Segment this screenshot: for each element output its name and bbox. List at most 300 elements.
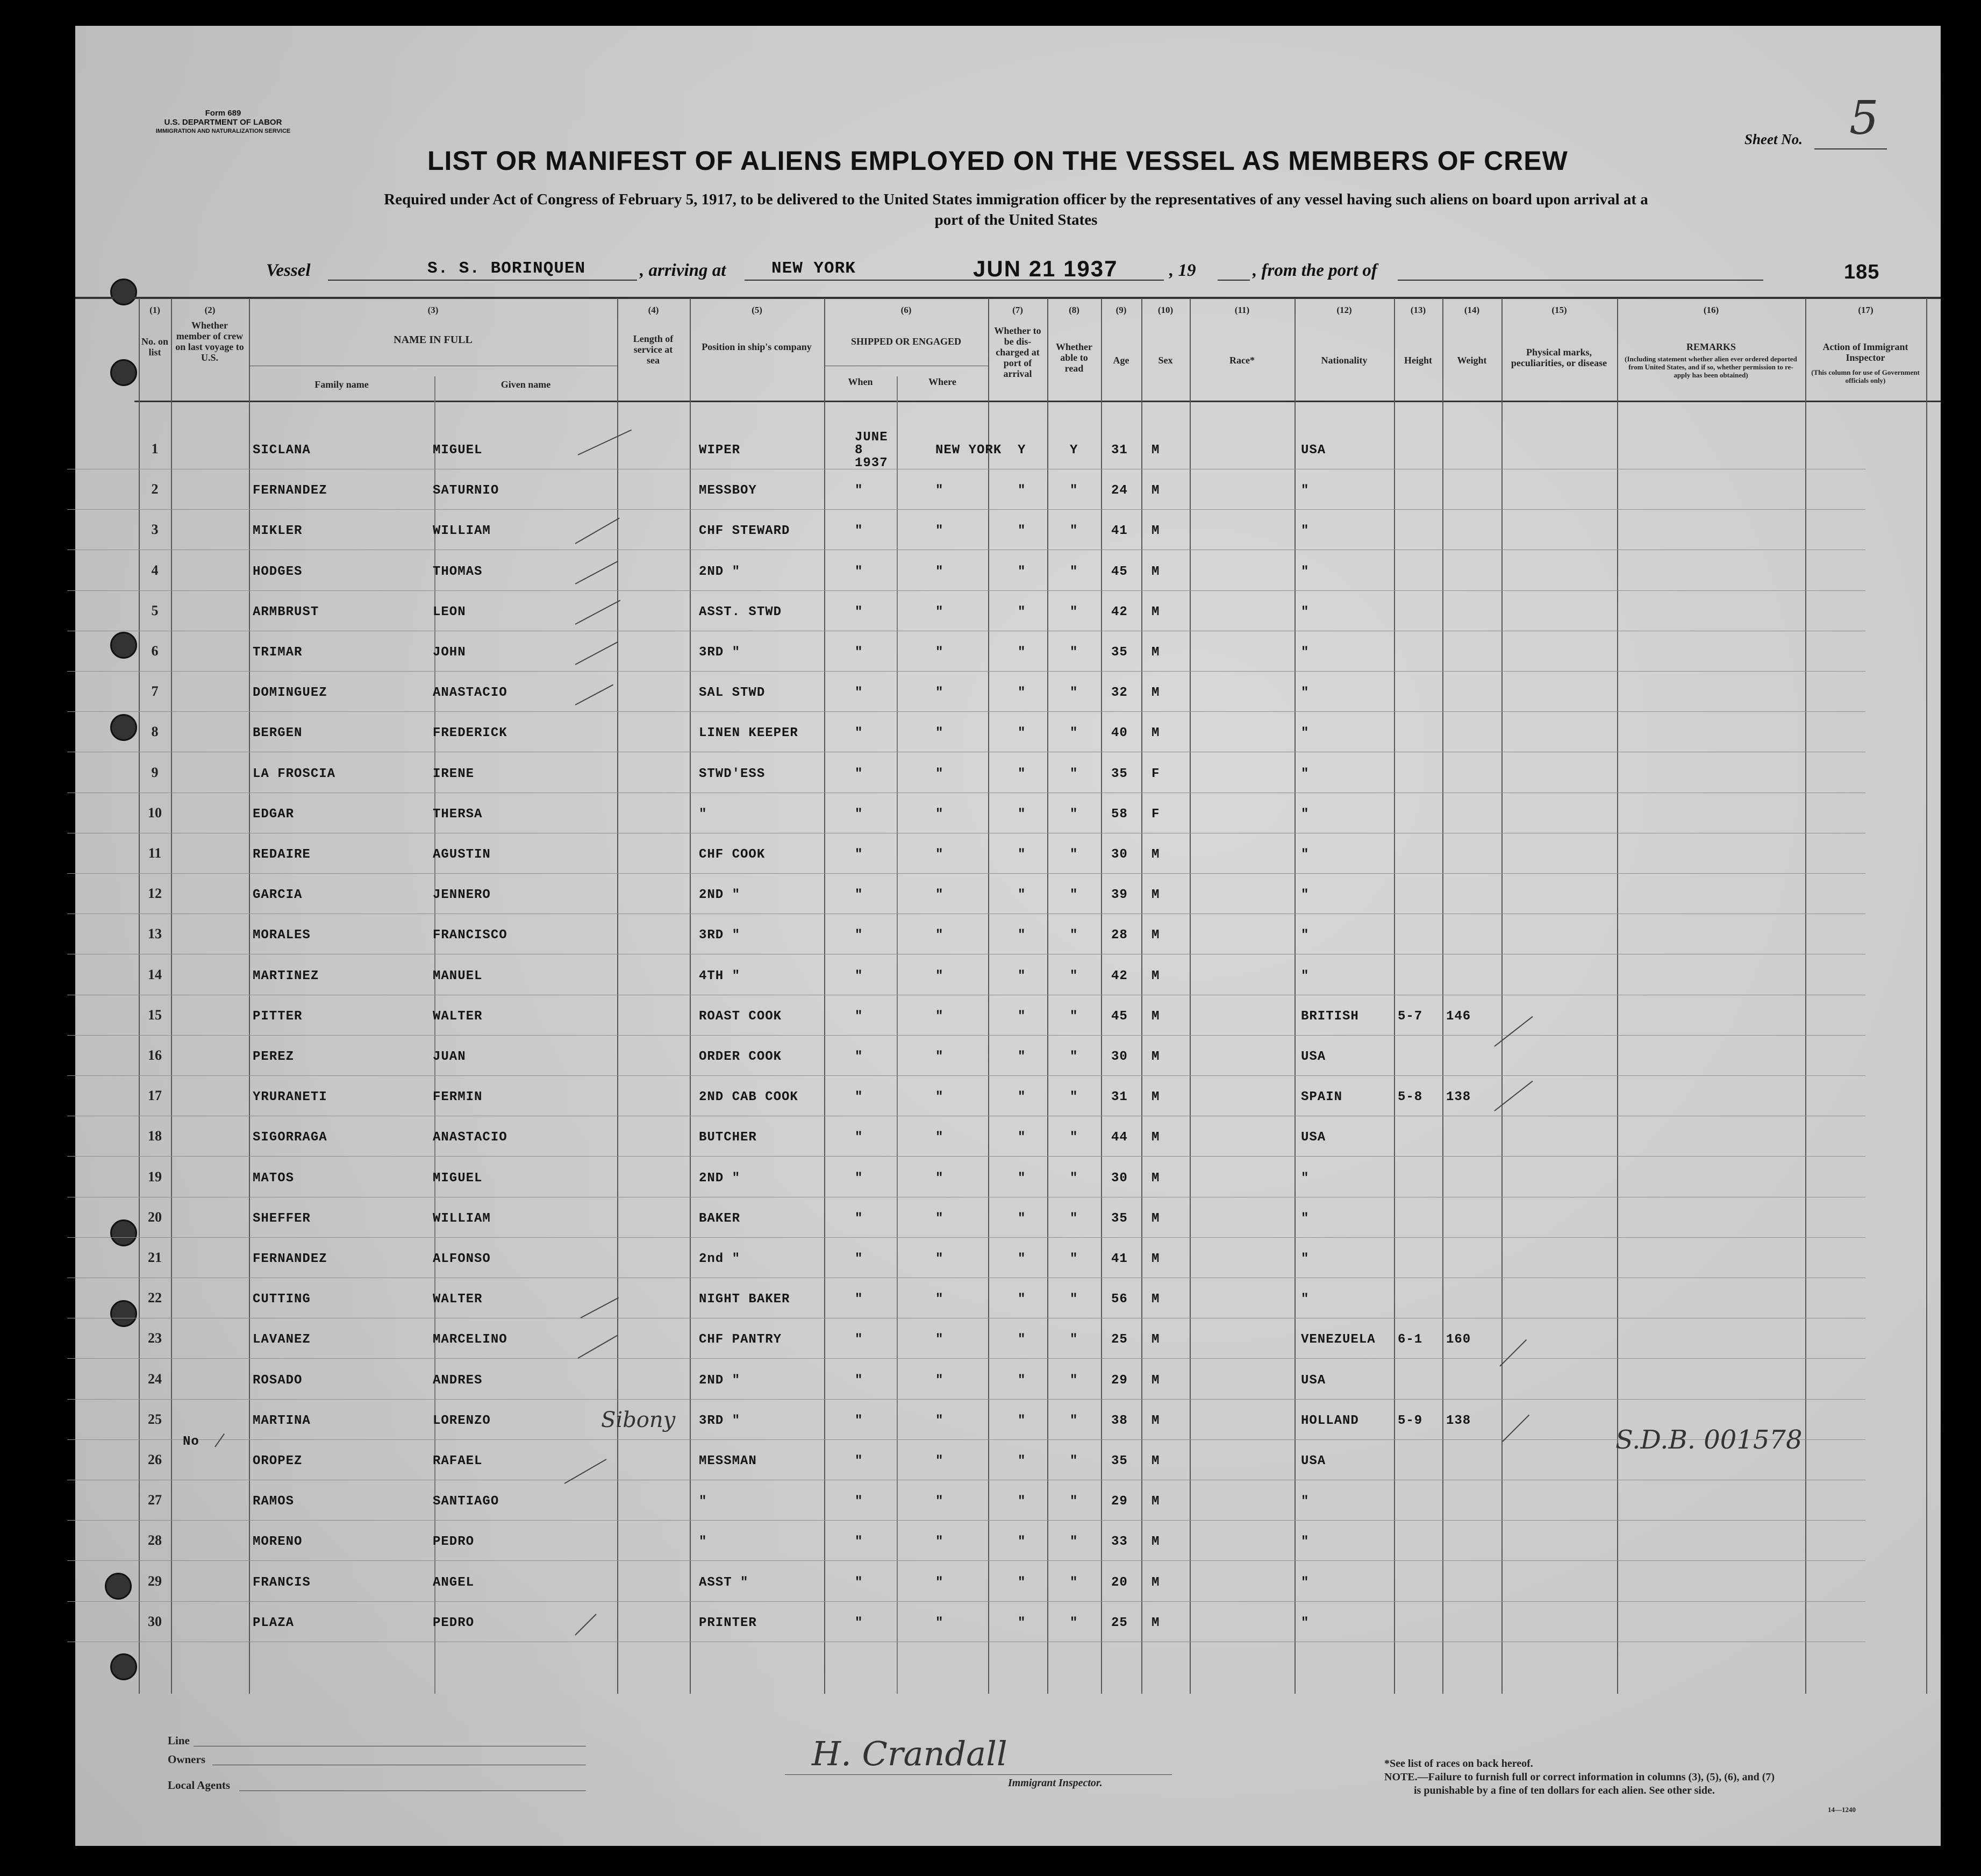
col-line [1442,298,1443,1694]
cell-given-name: ANGEL [433,1575,475,1590]
row-rule [67,671,1865,672]
cell-shipped-where: " [935,766,944,781]
cell-shipped-when: " [855,1373,863,1388]
cell-age: 35 [1111,766,1128,781]
subhead-action-note: (This column for use of Government officials only) [1811,368,1920,384]
cell-family-name: SIGORRAGA [253,1130,327,1145]
cell-sex: M [1152,1292,1160,1307]
cell-age: 30 [1111,1171,1128,1186]
cell-nationality: BRITISH [1301,1009,1359,1024]
col-head-2: Whether member of crew on last voyage to U.S. [175,320,244,363]
cell-shipped-when: " [855,604,863,619]
page-subtitle [161,189,1871,230]
cell-age: 45 [1111,564,1128,579]
punch-hole-3 [110,632,137,659]
cell-position: STWD'ESS [699,766,766,781]
cell-able-to-read: " [1070,1494,1078,1509]
cell-nationality: " [1301,483,1310,498]
col-line [690,298,691,1694]
row-rule [67,1035,1865,1036]
cell-able-to-read: " [1070,1575,1078,1590]
cell-height: 6-1 [1398,1332,1423,1347]
cell-position: " [699,1494,707,1509]
cell-position: MESSMAN [699,1454,757,1468]
col-num-6: (6) [900,305,912,315]
cell-shipped-when: " [855,968,863,983]
cell-shipped-where: " [935,1535,944,1550]
col-head-13: Height [1404,355,1432,366]
penalty-note-2: is punishable by a fine of ten dollars for each alien. See other side. [1414,1785,1715,1796]
col-num-5: (5) [752,305,762,315]
page-number: 185 [1844,261,1880,283]
cell-given-name: MARCELINO [433,1332,507,1347]
cell-sex: M [1152,1373,1160,1388]
row-number: 19 [148,1168,162,1185]
col-line [1047,298,1048,1694]
cell-nationality: USA [1301,1373,1326,1388]
cell-able-to-read: " [1070,968,1078,983]
col-num-8: (8) [1069,305,1079,315]
cell-able-to-read: " [1070,1332,1078,1347]
cell-shipped-when: " [855,1171,863,1186]
cell-shipped-where: " [935,888,944,903]
row-25-service-handwritten: Sibony [601,1408,676,1432]
signature-rule [785,1774,1172,1775]
cell-family-name: ARMBRUST [253,604,319,619]
cell-shipped-when: " [855,1090,863,1105]
cell-age: 29 [1111,1373,1128,1388]
cell-shipped-where: " [935,686,944,701]
cell-discharged: " [1018,888,1026,903]
cell-shipped-when: " [855,1494,863,1509]
cell-sex: M [1152,645,1160,660]
cell-shipped-when: " [855,645,863,660]
inspector-signature: H. Crandall [812,1734,1007,1773]
cell-age: 42 [1111,604,1128,619]
cell-given-name: MANUEL [433,968,483,983]
cell-able-to-read: " [1070,1050,1078,1064]
cell-family-name: LA FROSCIA [253,766,336,781]
cell-shipped-where: " [935,807,944,822]
col-head-16: REMARKS [1686,341,1736,352]
cell-given-name: SANTIAGO [433,1494,499,1509]
cell-position: PRINTER [699,1615,757,1630]
cell-family-name: PLAZA [253,1615,295,1630]
cell-sex: M [1152,483,1160,498]
arrival-port: NEW YORK [771,259,856,278]
cell-sex: M [1152,1535,1160,1550]
cell-nationality: HOLLAND [1301,1413,1359,1428]
arriving-label: , arriving at [640,261,726,280]
row-number: 26 [148,1452,162,1467]
punch-hole-2 [110,359,137,386]
cell-nationality: " [1301,1615,1310,1630]
form-header-block [134,109,312,136]
cell-position: ASST. STWD [699,604,782,619]
cell-position: ASST " [699,1575,749,1590]
cell-shipped-when: " [855,888,863,903]
cell-discharged: " [1018,1292,1026,1307]
row-number: 24 [148,1371,162,1387]
cell-given-name: THERSA [433,807,483,822]
cell-age: 35 [1111,1211,1128,1226]
punch-hole-8 [110,1653,137,1680]
row-number: 30 [148,1613,162,1629]
cell-able-to-read: " [1070,888,1078,903]
cell-nationality: " [1301,1171,1310,1186]
col-line [1926,298,1927,1694]
cell-shipped-where: " [935,1615,944,1630]
sheet-label: Sheet No. [1744,131,1803,147]
sheet-rule [1814,148,1887,149]
cell-able-to-read: " [1070,766,1078,781]
subtitle-line-2: port of the United States [934,211,1098,229]
col-line [617,298,618,1694]
cell-position: CHF STEWARD [699,524,790,539]
cell-able-to-read: " [1070,1535,1078,1550]
cell-discharged: " [1018,726,1026,741]
row-number: 20 [148,1209,162,1225]
row-number: 6 [151,643,159,659]
col-line [1141,298,1142,1694]
cell-age: 45 [1111,1009,1128,1024]
cell-discharged: Y [1018,443,1026,458]
cell-given-name: MIGUEL [433,443,483,458]
page-title: LIST OR MANIFEST OF ALIENS EMPLOYED ON THE VESSEL AS MEMBERS OF CREW [427,146,1568,176]
row-number: 28 [148,1532,162,1549]
cell-family-name: TRIMAR [253,645,303,660]
col-num-9: (9) [1115,305,1127,315]
cell-family-name: BERGEN [253,726,303,741]
cell-shipped-when: " [855,1575,863,1590]
cell-shipped-where: " [935,968,944,983]
races-note: *See list of races on back hereof. [1384,1758,1533,1770]
cell-nationality: USA [1301,1050,1326,1064]
col-num-12: (12) [1336,305,1352,315]
cell-sex: M [1152,1332,1160,1347]
cell-able-to-read: " [1070,726,1078,741]
row-rule [67,1156,1865,1157]
cell-shipped-where: " [935,604,944,619]
cell-given-name: SATURNIO [433,483,499,498]
cell-shipped-where: " [935,847,944,862]
row-rule [67,1358,1865,1359]
cell-shipped-where: " [935,1050,944,1064]
cell-age: 30 [1111,847,1128,862]
row-rule [67,1075,1865,1076]
col-head-4: Length of service at sea [633,333,674,366]
cell-discharged: " [1018,1009,1026,1024]
cell-discharged: " [1018,1454,1026,1468]
cell-sex: M [1152,1130,1160,1145]
cell-given-name: PEDRO [433,1615,475,1630]
row-rule [67,711,1865,712]
cell-height: 5-8 [1398,1090,1423,1105]
row-rule [67,1399,1865,1400]
cell-family-name: EDGAR [253,807,295,822]
cell-able-to-read: " [1070,1090,1078,1105]
cell-family-name: REDAIRE [253,847,311,862]
cell-sex: M [1152,726,1160,741]
cell-sex: M [1152,1050,1160,1064]
cell-able-to-read: " [1070,1130,1078,1145]
cell-sex: M [1152,1454,1160,1468]
cell-age: 25 [1111,1332,1128,1347]
col-line [988,298,989,1694]
col-num-2: (2) [204,305,216,315]
col-head-12: Nationality [1321,355,1368,366]
cell-sex: M [1152,443,1160,458]
row-number: 2 [151,481,159,497]
inspector-label: Immigrant Inspector. [1008,1777,1103,1789]
row-rule [67,1439,1865,1440]
cell-shipped-when: " [855,928,863,943]
cell-shipped-when: " [855,1332,863,1347]
cell-age: 40 [1111,726,1128,741]
cell-age: 41 [1111,1252,1128,1266]
subhead-where: Where [928,376,956,387]
col-head-14: Weight [1457,355,1487,366]
cell-position: SAL STWD [699,686,766,701]
row-number: 18 [148,1128,162,1144]
cell-family-name: ROSADO [253,1373,303,1388]
from-port-label: , from the port of [1253,261,1377,280]
cell-nationality: USA [1301,1454,1326,1468]
cell-family-name: FERNANDEZ [253,1252,327,1266]
cell-shipped-where: " [935,1252,944,1266]
cell-age: 56 [1111,1292,1128,1307]
cell-given-name: FERMIN [433,1090,483,1105]
cell-shipped-when: " [855,1292,863,1307]
row-25-remark-handwritten: S.D.B. 001578 [1615,1425,1803,1455]
cell-position: " [699,807,707,822]
cell-given-name: WILLIAM [433,524,491,539]
cell-age: 33 [1111,1535,1128,1550]
row-number: 7 [151,683,159,700]
cell-discharged: " [1018,807,1026,822]
cell-age: 58 [1111,807,1128,822]
cell-shipped-when: " [855,1050,863,1064]
row-number: 11 [148,845,162,861]
cell-age: 20 [1111,1575,1128,1590]
subhead-family-name: Family name [314,379,369,390]
cell-sex: M [1152,888,1160,903]
cell-shipped-when: " [855,1615,863,1630]
row-number: 12 [148,886,162,902]
cell-shipped-when: " [855,686,863,701]
cell-able-to-read: " [1070,645,1078,660]
subtitle-line-1: Required under Act of Congress of February 5, 1917, to be delivered to the United States immigration officer by the representatives of any vessel having such aliens on board upon arrival at a [384,191,1648,208]
col-line [1617,298,1618,1694]
cell-shipped-when: " [855,1454,863,1468]
cell-family-name: MARTINEZ [253,968,319,983]
cell-discharged: " [1018,766,1026,781]
footer-notes [1384,1757,1922,1797]
cell-shipped-when: " [855,766,863,781]
cell-given-name: JOHN [433,645,466,660]
subhead-remarks-note: (Including statement whether alien ever ordered deported from United States, and if so, whether permission to re-apply has been obtained) [1625,355,1797,379]
cell-sex: F [1152,766,1160,781]
cell-height: 5-7 [1398,1009,1423,1024]
cell-nationality: " [1301,847,1310,862]
cell-given-name: ANASTACIO [433,686,507,701]
cell-family-name: SHEFFER [253,1211,311,1226]
cell-given-name: WILLIAM [433,1211,491,1226]
col-line [1394,298,1395,1694]
cell-weight: 160 [1446,1332,1471,1347]
cell-age: 39 [1111,888,1128,903]
cell-discharged: " [1018,564,1026,579]
cell-sex: M [1152,1413,1160,1428]
row-number: 3 [151,522,159,538]
cell-discharged: " [1018,1373,1026,1388]
cell-discharged: " [1018,928,1026,943]
cell-family-name: MATOS [253,1171,295,1186]
cell-sex: M [1152,1171,1160,1186]
cell-given-name: IRENE [433,766,475,781]
cell-discharged: " [1018,1171,1026,1186]
cell-nationality: " [1301,1211,1310,1226]
cell-discharged: " [1018,604,1026,619]
row-number: 13 [148,926,162,942]
cell-shipped-where: " [935,1494,944,1509]
cell-position: 2ND " [699,1373,741,1388]
cell-age: 28 [1111,928,1128,943]
service-name: IMMIGRATION AND NATURALIZATION SERVICE [155,128,291,134]
subhead-given-name: Given name [500,379,551,390]
cell-position: NIGHT BAKER [699,1292,790,1307]
cell-weight: 138 [1446,1413,1471,1428]
cell-given-name: MIGUEL [433,1171,483,1186]
cell-discharged: " [1018,1050,1026,1064]
cell-given-name: AGUSTIN [433,847,491,862]
cell-given-name: WALTER [433,1292,483,1307]
cell-family-name: PEREZ [253,1050,295,1064]
cell-family-name: GARCIA [253,888,303,903]
cell-nationality: " [1301,1252,1310,1266]
cell-position: 2ND " [699,888,741,903]
cell-sex: M [1152,1211,1160,1226]
cell-nationality: " [1301,686,1310,701]
cell-given-name: THOMAS [433,564,483,579]
punch-hole-1 [110,279,137,305]
cell-age: 25 [1111,1615,1128,1630]
cell-shipped-where: " [935,726,944,741]
cell-able-to-read: " [1070,1454,1078,1468]
cell-given-name: ANDRES [433,1373,483,1388]
cell-shipped-where: " [935,1211,944,1226]
cell-able-to-read: " [1070,604,1078,619]
row-25-previous-voyage: No [183,1435,199,1449]
col-line [249,298,250,1694]
cell-sex: M [1152,1252,1160,1266]
year-rule [1218,280,1250,281]
cell-weight: 138 [1446,1090,1471,1105]
cell-shipped-where: " [935,1130,944,1145]
cell-able-to-read: " [1070,1292,1078,1307]
cell-given-name: LEON [433,604,466,619]
col-line [1805,298,1806,1694]
table-top-rule [75,297,1941,299]
cell-able-to-read: " [1070,1211,1078,1226]
local-agents-label: Local Agents [168,1779,231,1792]
row-number: 16 [148,1047,162,1063]
cell-given-name: ANASTACIO [433,1130,507,1145]
cell-sex: M [1152,1575,1160,1590]
cell-position: 2ND CAB COOK [699,1090,798,1105]
vessel-rule [328,280,637,281]
cell-age: 31 [1111,1090,1128,1105]
cell-position: BAKER [699,1211,741,1226]
cell-family-name: MORALES [253,928,311,943]
department-name: U.S. DEPARTMENT OF LABOR [164,118,282,127]
cell-given-name: WALTER [433,1009,483,1024]
cell-family-name: MIKLER [253,524,303,539]
col-head-3: NAME IN FULL [394,334,473,346]
row-number: 27 [148,1492,162,1508]
row-number: 5 [151,602,159,618]
col-line [1101,298,1102,1694]
cell-discharged: " [1018,1535,1026,1550]
row-number: 14 [148,966,162,982]
col-num-13: (13) [1410,305,1426,315]
cell-family-name: RAMOS [253,1494,295,1509]
cell-able-to-read: " [1070,807,1078,822]
cell-shipped-where: " [935,1413,944,1428]
cell-family-name: FERNANDEZ [253,483,327,498]
cell-sex: M [1152,1090,1160,1105]
cell-shipped-where: " [935,1575,944,1590]
year-label: , 19 [1169,261,1196,280]
row-rule [67,509,1865,510]
col-line [171,298,172,1694]
cell-family-name: YRURANETI [253,1090,327,1105]
col-num-14: (14) [1464,305,1480,315]
punch-hole-4 [110,714,137,741]
cell-sex: M [1152,1615,1160,1630]
cell-sex: M [1152,564,1160,579]
cell-nationality: " [1301,1575,1310,1590]
cell-given-name: FREDERICK [433,726,507,741]
cell-position: ROAST COOK [699,1009,782,1024]
cell-able-to-read: " [1070,1615,1078,1630]
cell-able-to-read: " [1070,1252,1078,1266]
punch-hole-5 [110,1219,137,1246]
col-num-7: (7) [1012,305,1023,315]
cell-shipped-where: NEW YORK [935,443,1002,458]
cell-shipped-when: " [855,564,863,579]
punch-hole-6 [110,1300,137,1327]
cell-sex: M [1152,968,1160,983]
cell-position: CHF PANTRY [699,1332,782,1347]
vessel-name: S. S. BORINQUEN [427,259,586,278]
col-line [824,298,825,1694]
cell-nationality: VENEZUELA [1301,1332,1376,1347]
col-head-17: Action of Immigrant Inspector [1822,341,1908,363]
cell-shipped-when: JUNE 8 1937 [855,430,888,470]
col-head-9: Age [1113,355,1129,366]
punch-hole-7 [105,1573,132,1600]
row-number: 15 [148,1007,162,1023]
cell-shipped-where: " [935,1292,944,1307]
cell-nationality: " [1301,888,1310,903]
col-head-1: No. on list [141,336,168,358]
cell-family-name: MARTINA [253,1413,311,1428]
cell-position: LINEN KEEPER [699,726,798,741]
cell-position: BUTCHER [699,1130,757,1145]
cell-able-to-read: " [1070,483,1078,498]
cell-nationality: " [1301,645,1310,660]
